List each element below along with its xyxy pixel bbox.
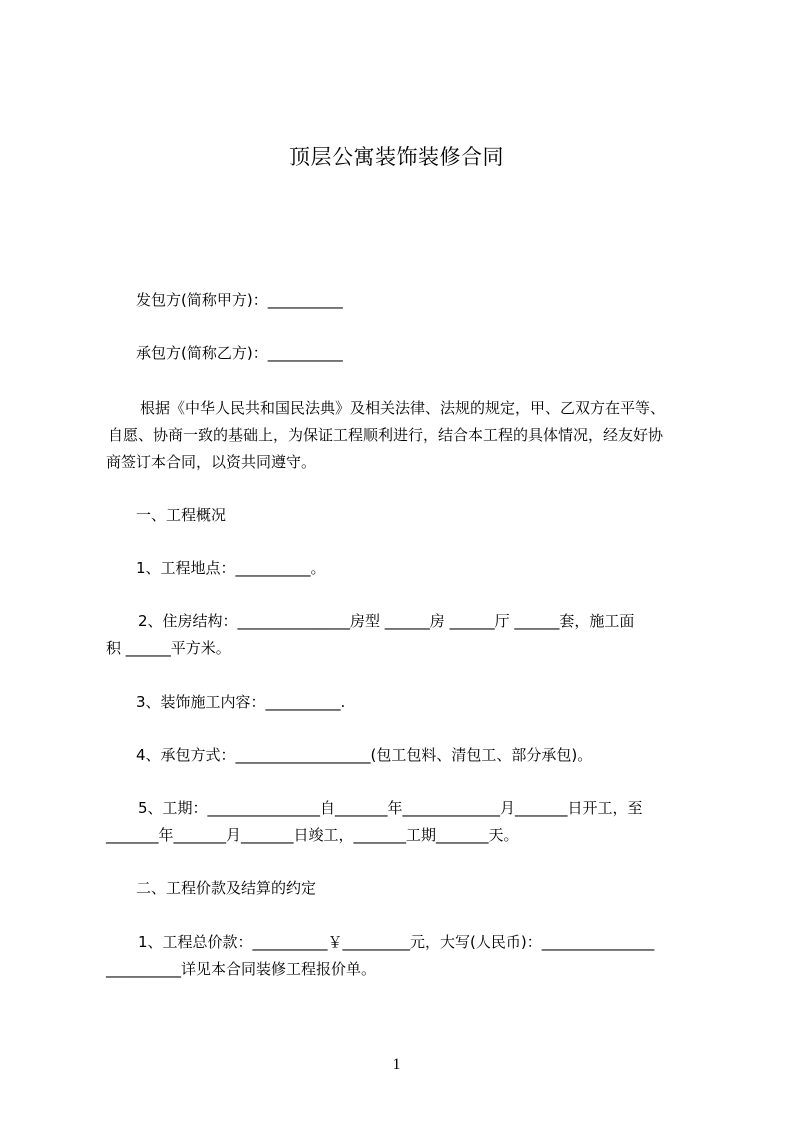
document-title: 顶层公寓装饰装修合同 bbox=[289, 145, 504, 169]
clause-1-4: 4、承包方式：__________________(包工包料、清包工、部分承包)。 bbox=[136, 746, 593, 764]
section-1-heading: 一、工程概况 bbox=[136, 506, 227, 524]
clause-line: __________详见本合同装修工程报价单。 bbox=[106, 960, 377, 978]
page-number: 1 bbox=[392, 1056, 401, 1073]
clause-1-1: 1、工程地点：__________。 bbox=[136, 559, 326, 577]
clause-line: 5、工期：_______________自_______年_____________月_______日开工，至 bbox=[138, 799, 643, 817]
section-2-heading: 二、工程价款及结算的约定 bbox=[136, 879, 317, 897]
clause-line: 1、工程总价款：__________￥_________元，大写(人民币)：_______________ bbox=[138, 933, 655, 951]
party-b-line: 承包方(简称乙方)：__________ bbox=[136, 344, 343, 362]
clause-line: 2、住房结构：_______________房型 ______房 ______厅 ______套，施工面 bbox=[138, 612, 635, 630]
clause-line: 积 ______平方米。 bbox=[106, 639, 231, 657]
preamble-line: 自愿、协商一致的基础上，为保证工程顺利进行，结合本工程的具体情况，经友好协 bbox=[108, 426, 664, 444]
preamble-line: 商签订本合同，以资共同遵守。 bbox=[106, 453, 317, 471]
clause-line: _______年_______月_______日竣工，_______工期_______天。 bbox=[106, 826, 519, 844]
party-a-line: 发包方(简称甲方)：__________ bbox=[136, 291, 343, 309]
clause-1-3: 3、装饰施工内容：__________. bbox=[136, 693, 346, 711]
preamble-line: 根据《中华人民共和国民法典》及相关法律、法规的规定，甲、乙双方在平等、 bbox=[140, 399, 666, 417]
